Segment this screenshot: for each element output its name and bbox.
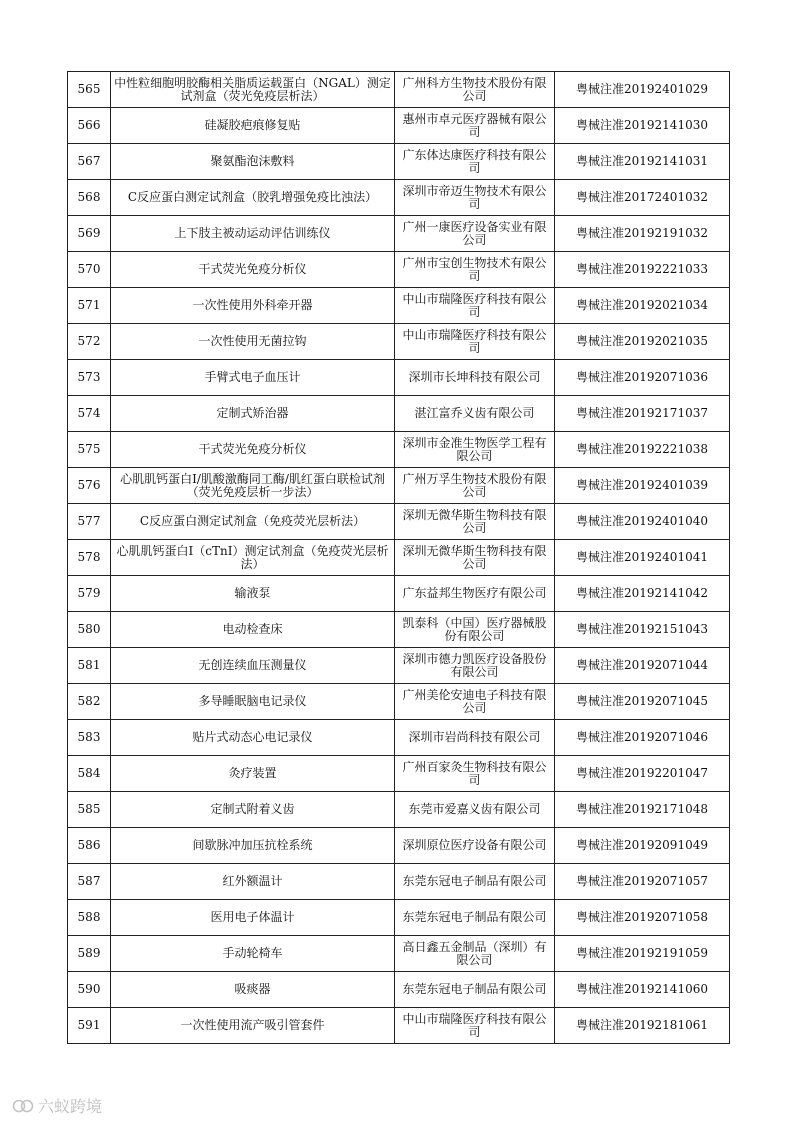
company-name: 广州万孚生物技术股份有限公司 xyxy=(395,468,555,504)
row-number: 573 xyxy=(68,360,111,396)
company-name: 惠州市卓元医疗器械有限公司 xyxy=(395,108,555,144)
row-number: 568 xyxy=(68,180,111,216)
table-row xyxy=(68,828,730,864)
company-name: 凯泰科（中国）医疗器械股份有限公司 xyxy=(395,612,555,648)
table-row xyxy=(68,864,730,900)
row-number: 569 xyxy=(68,216,111,252)
row-number: 567 xyxy=(68,144,111,180)
registration-table xyxy=(67,71,730,1044)
product-name: 心肌肌钙蛋白I/肌酸激酶同工酶/肌红蛋白联检试剂（荧光免疫层析一步法） xyxy=(111,468,395,504)
row-number: 576 xyxy=(68,468,111,504)
company-name: 广州百家灸生物科技有限公司 xyxy=(395,756,555,792)
table-row xyxy=(68,540,730,576)
registration-number: 粤械注准20192401041 xyxy=(555,540,730,576)
product-name: 上下肢主被动运动评估训练仪 xyxy=(111,216,395,252)
registration-number: 粤械注准20192401039 xyxy=(555,468,730,504)
row-number: 571 xyxy=(68,288,111,324)
registration-number: 粤械注准20192191059 xyxy=(555,936,730,972)
table-row xyxy=(68,108,730,144)
product-name: 电动检查床 xyxy=(111,612,395,648)
company-name: 广州一康医疗设备实业有限公司 xyxy=(395,216,555,252)
registration-number: 粤械注准20192151043 xyxy=(555,612,730,648)
registration-number: 粤械注准20192401040 xyxy=(555,504,730,540)
product-name: 间歇脉冲加压抗栓系统 xyxy=(111,828,395,864)
registration-number: 粤械注准20192021034 xyxy=(555,288,730,324)
row-number: 582 xyxy=(68,684,111,720)
row-number: 575 xyxy=(68,432,111,468)
company-name: 深圳市金准生物医学工程有限公司 xyxy=(395,432,555,468)
registration-number: 粤械注准20192141030 xyxy=(555,108,730,144)
registration-number: 粤械注准20192221033 xyxy=(555,252,730,288)
registration-number: 粤械注准20192071045 xyxy=(555,684,730,720)
product-name: 聚氨酯泡沫敷料 xyxy=(111,144,395,180)
table-row xyxy=(68,468,730,504)
product-name: 输液泵 xyxy=(111,576,395,612)
product-name: 手臂式电子血压计 xyxy=(111,360,395,396)
row-number: 572 xyxy=(68,324,111,360)
registration-number: 粤械注准20192171048 xyxy=(555,792,730,828)
table-row xyxy=(68,504,730,540)
row-number: 577 xyxy=(68,504,111,540)
table-row xyxy=(68,648,730,684)
product-name: 一次性使用流产吸引管套件 xyxy=(111,1008,395,1044)
watermark xyxy=(12,1094,102,1117)
registration-number: 粤械注准20192221038 xyxy=(555,432,730,468)
table-row xyxy=(68,216,730,252)
product-name: 定制式矫治器 xyxy=(111,396,395,432)
company-name: 深圳市帝迈生物技术有限公司 xyxy=(395,180,555,216)
product-name: 吸痰器 xyxy=(111,972,395,1008)
company-name: 广州美伦安迪电子科技有限公司 xyxy=(395,684,555,720)
table-row xyxy=(68,252,730,288)
watermark-logo-icon xyxy=(12,1097,34,1115)
registration-number: 粤械注准20192191032 xyxy=(555,216,730,252)
registration-number: 粤械注准20192071057 xyxy=(555,864,730,900)
row-number: 578 xyxy=(68,540,111,576)
row-number: 591 xyxy=(68,1008,111,1044)
registration-number: 粤械注准20192141042 xyxy=(555,576,730,612)
company-name: 深圳原位医疗设备有限公司 xyxy=(395,828,555,864)
registration-number: 粤械注准20192091049 xyxy=(555,828,730,864)
product-name: 干式荧光免疫分析仪 xyxy=(111,432,395,468)
company-name: 湛江富乔义齿有限公司 xyxy=(395,396,555,432)
row-number: 589 xyxy=(68,936,111,972)
table-row xyxy=(68,792,730,828)
table-row xyxy=(68,288,730,324)
product-name: 红外额温计 xyxy=(111,864,395,900)
registration-number: 粤械注准20192071036 xyxy=(555,360,730,396)
company-name: 东莞东冠电子制品有限公司 xyxy=(395,900,555,936)
company-name: 高日鑫五金制品（深圳）有限公司 xyxy=(395,936,555,972)
registration-number: 粤械注准20192141060 xyxy=(555,972,730,1008)
company-name: 深圳无微华斯生物科技有限公司 xyxy=(395,540,555,576)
table-row xyxy=(68,360,730,396)
product-name: 无创连续血压测量仪 xyxy=(111,648,395,684)
registration-number: 粤械注准20192071044 xyxy=(555,648,730,684)
company-name: 深圳无微华斯生物科技有限公司 xyxy=(395,504,555,540)
product-name: 手动轮椅车 xyxy=(111,936,395,972)
table-row xyxy=(68,144,730,180)
product-name: 心肌肌钙蛋白I（cTnI）测定试剂盒（免疫荧光层析法） xyxy=(111,540,395,576)
company-name: 深圳市德力凯医疗设备股份有限公司 xyxy=(395,648,555,684)
company-name: 中山市瑞隆医疗科技有限公司 xyxy=(395,324,555,360)
row-number: 584 xyxy=(68,756,111,792)
company-name: 深圳市长坤科技有限公司 xyxy=(395,360,555,396)
table-row xyxy=(68,1008,730,1044)
table-row xyxy=(68,576,730,612)
company-name: 东莞市爱嘉义齿有限公司 xyxy=(395,792,555,828)
product-name: 中性粒细胞明胶酶相关脂质运载蛋白（NGAL）测定试剂盒（荧光免疫层析法） xyxy=(111,72,395,108)
product-name: 一次性使用外科牵开器 xyxy=(111,288,395,324)
row-number: 579 xyxy=(68,576,111,612)
registration-number: 粤械注准20192181061 xyxy=(555,1008,730,1044)
table-row xyxy=(68,756,730,792)
company-name: 广州市宝创生物技术有限公司 xyxy=(395,252,555,288)
product-name: 贴片式动态心电记录仪 xyxy=(111,720,395,756)
product-name: 医用电子体温计 xyxy=(111,900,395,936)
company-name: 广东体达康医疗科技有限公司 xyxy=(395,144,555,180)
product-name: C反应蛋白测定试剂盒（胶乳增强免疫比浊法） xyxy=(111,180,395,216)
row-number: 581 xyxy=(68,648,111,684)
product-name: 定制式附着义齿 xyxy=(111,792,395,828)
row-number: 587 xyxy=(68,864,111,900)
registration-number: 粤械注准20192141031 xyxy=(555,144,730,180)
product-name: 灸疗装置 xyxy=(111,756,395,792)
company-name: 深圳市岩尚科技有限公司 xyxy=(395,720,555,756)
table-row xyxy=(68,972,730,1008)
product-name: C反应蛋白测定试剂盒（免疫荧光层析法） xyxy=(111,504,395,540)
registration-number: 粤械注准20192071046 xyxy=(555,720,730,756)
product-name: 一次性使用无菌拉钩 xyxy=(111,324,395,360)
company-name: 东莞东冠电子制品有限公司 xyxy=(395,972,555,1008)
table-row xyxy=(68,612,730,648)
registration-number: 粤械注准20192201047 xyxy=(555,756,730,792)
company-name: 广东益邦生物医疗有限公司 xyxy=(395,576,555,612)
watermark-text: 六蚁跨境 xyxy=(38,1097,103,1116)
row-number: 583 xyxy=(68,720,111,756)
product-name: 多导睡眠脑电记录仪 xyxy=(111,684,395,720)
registration-number: 粤械注准20192071058 xyxy=(555,900,730,936)
company-name: 中山市瑞隆医疗科技有限公司 xyxy=(395,1008,555,1044)
table-row xyxy=(68,720,730,756)
row-number: 586 xyxy=(68,828,111,864)
table-row xyxy=(68,324,730,360)
table-row xyxy=(68,936,730,972)
row-number: 590 xyxy=(68,972,111,1008)
row-number: 585 xyxy=(68,792,111,828)
table-row xyxy=(68,900,730,936)
row-number: 566 xyxy=(68,108,111,144)
row-number: 580 xyxy=(68,612,111,648)
registration-number: 粤械注准20172401032 xyxy=(555,180,730,216)
product-name: 干式荧光免疫分析仪 xyxy=(111,252,395,288)
table-row xyxy=(68,396,730,432)
registration-number: 粤械注准20192021035 xyxy=(555,324,730,360)
table-row xyxy=(68,180,730,216)
company-name: 东莞东冠电子制品有限公司 xyxy=(395,864,555,900)
company-name: 中山市瑞隆医疗科技有限公司 xyxy=(395,288,555,324)
table-row xyxy=(68,72,730,108)
table-row xyxy=(68,684,730,720)
row-number: 588 xyxy=(68,900,111,936)
table-row xyxy=(68,432,730,468)
registration-number: 粤械注准20192171037 xyxy=(555,396,730,432)
row-number: 570 xyxy=(68,252,111,288)
product-name: 硅凝胶疤痕修复贴 xyxy=(111,108,395,144)
row-number: 565 xyxy=(68,72,111,108)
registration-number: 粤械注准20192401029 xyxy=(555,72,730,108)
company-name: 广州科方生物技术股份有限公司 xyxy=(395,72,555,108)
table-body xyxy=(68,72,730,1044)
row-number: 574 xyxy=(68,396,111,432)
